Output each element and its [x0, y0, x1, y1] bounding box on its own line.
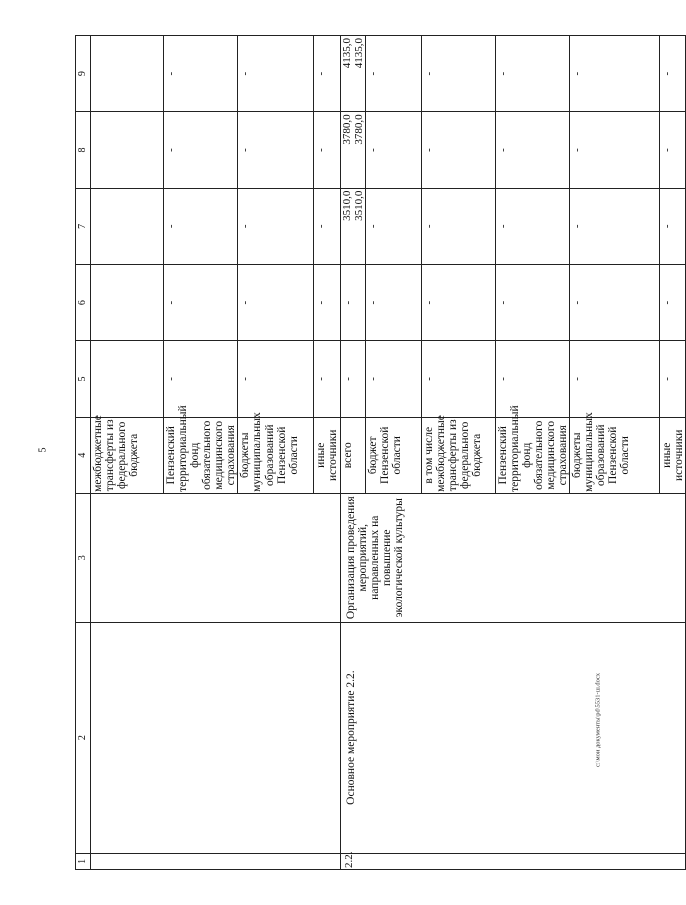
- value-cell: -: [365, 188, 421, 264]
- value-cell: -: [365, 341, 421, 417]
- value-cell: -: [495, 188, 569, 264]
- cell-col-2-empty: [91, 622, 341, 853]
- value-cell: -: [659, 36, 685, 112]
- funding-source-cell: в том числе межбюджетные трансферты из федерального бюджета: [421, 417, 495, 493]
- funding-source-cell: иные источники: [659, 417, 685, 493]
- value-cell: -: [569, 112, 659, 188]
- value-cell: -: [340, 264, 365, 340]
- funding-source-cell: межбюджетные трансферты из федерального бюджета: [91, 417, 164, 493]
- value-cell: -: [421, 341, 495, 417]
- value-cell: -: [569, 36, 659, 112]
- value-cell: -: [314, 188, 340, 264]
- funding-source-cell: Пензенский территориальный фонд обязательного медицинского страхования: [496, 405, 569, 492]
- header-col-2: 2: [76, 622, 91, 853]
- value-cell: -: [164, 112, 238, 188]
- value-cell: -: [495, 341, 569, 417]
- header-col-3: 3: [76, 493, 91, 622]
- value-cell: -: [314, 112, 340, 188]
- value-cell: -: [659, 112, 685, 188]
- header-col-5: 5: [76, 341, 91, 417]
- value-cell: -: [238, 264, 314, 340]
- value-cell: -: [495, 36, 569, 112]
- value-cell: -: [238, 36, 314, 112]
- header-row: [76, 36, 91, 870]
- cell-col-3-empty: [91, 493, 341, 622]
- funding-source-cell: иные источники: [314, 417, 340, 493]
- funding-source-cell: Пензенский территориальный фонд обязательного медицинского страхования: [165, 405, 238, 492]
- value-cell: [91, 341, 164, 417]
- header-col-9: 9: [76, 36, 91, 112]
- value-cell: -: [164, 188, 238, 264]
- value-cell: -: [421, 264, 495, 340]
- value-cell: -: [164, 341, 238, 417]
- value-cell: -: [314, 264, 340, 340]
- value-cell: -: [421, 112, 495, 188]
- funding-source-cell: бюджеты муниципальных образований Пензенской области: [238, 417, 314, 493]
- table-row: [340, 36, 365, 870]
- value-cell: -: [659, 264, 685, 340]
- value-cell: -: [569, 188, 659, 264]
- value-cell: -: [421, 188, 495, 264]
- header-col-4: 4: [76, 417, 91, 493]
- value-cell: [91, 112, 164, 188]
- value-cell: -: [314, 36, 340, 112]
- header-col-8: 8: [76, 112, 91, 188]
- value-cell: [91, 188, 164, 264]
- value-cell: -: [340, 341, 365, 417]
- value-cell: 3510,0 3510,0: [340, 188, 365, 264]
- value-cell: [91, 36, 164, 112]
- value-cell: -: [659, 188, 685, 264]
- value-cell: -: [659, 341, 685, 417]
- value-cell: -: [421, 36, 495, 112]
- funding-source-cell: бюджет Пензенской области: [365, 417, 421, 493]
- value-cell: -: [569, 264, 659, 340]
- funding-source-cell: бюджеты муниципальных образований Пензенской области: [569, 417, 659, 493]
- measure-description: Организация проведения мероприятий, направленных на повышение экологической культуры: [340, 493, 686, 622]
- table-row: [91, 36, 164, 870]
- funding-source-cell: всего: [340, 417, 365, 493]
- header-col-6: 6: [76, 264, 91, 340]
- measure-number: 2.2.: [340, 853, 686, 869]
- cell-col-1-empty: [91, 853, 341, 869]
- value-cell: -: [569, 341, 659, 417]
- page-number: 5: [37, 447, 49, 453]
- value-cell: -: [314, 341, 340, 417]
- value-cell: 3780,0 3780,0: [340, 112, 365, 188]
- value-cell: -: [495, 112, 569, 188]
- value-cell: 4135,0 4135,0: [340, 36, 365, 112]
- footer-file-path: c:\мои документы\pd\5531-ш.docx: [594, 673, 602, 767]
- value-cell: -: [164, 36, 238, 112]
- budget-table: [75, 35, 686, 870]
- value-cell: -: [365, 264, 421, 340]
- value-cell: -: [238, 112, 314, 188]
- value-cell: -: [495, 264, 569, 340]
- value-cell: -: [365, 112, 421, 188]
- measure-name: Основное мероприятие 2.2.: [340, 622, 686, 853]
- header-col-1: 1: [76, 853, 91, 869]
- value-cell: -: [365, 36, 421, 112]
- value-cell: [91, 264, 164, 340]
- value-cell: -: [238, 188, 314, 264]
- header-col-7: 7: [76, 188, 91, 264]
- value-cell: -: [238, 341, 314, 417]
- value-cell: -: [164, 264, 238, 340]
